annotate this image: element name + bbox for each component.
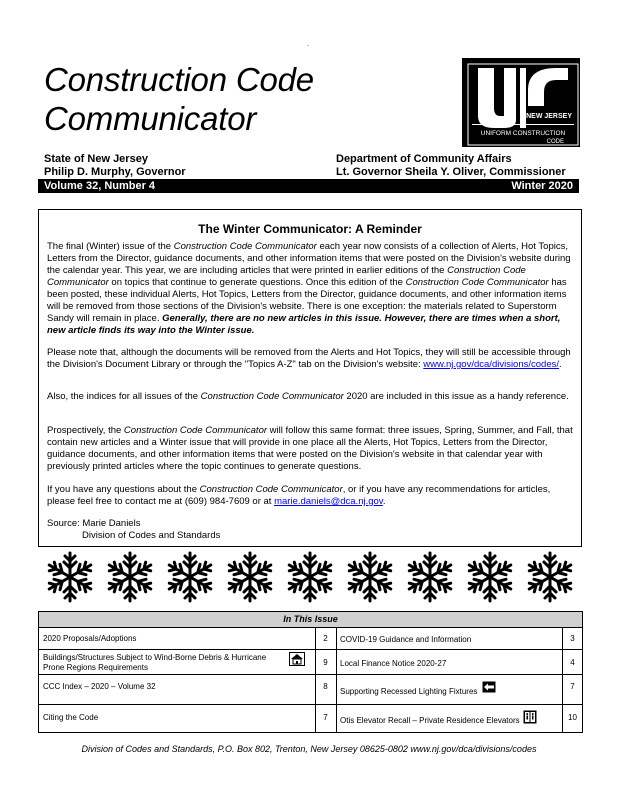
state-name: State of New Jersey — [44, 153, 148, 165]
snowflake-icon — [226, 553, 274, 601]
state-info — [44, 153, 186, 179]
arrow-left-icon — [482, 681, 496, 693]
toc-item[interactable]: COVID-19 Guidance and Information — [340, 635, 472, 644]
article-paragraph-1: The final (Winter) issue of the Construction Code Communicator each year now consists of a collection of Alerts, Hot Topics, Letters from the Director, guidance documents, and other information items that were posted on the Division's website during the calendar year. This year, we are including articles that were printed in earlier editions of the Construction Code Communicator on topics that continue to generate questions. Once this edition of the Construction Code Communicator has been posted, these individual Alerts, Hot Topics, Letters from the Director, guidance documents, and other information items will be removed from those sections of the Division's website. There is one exception: the materials related to Superstorm Sandy will remain in place. Generally, there are no new articles in this issue. However, there are times when a short, new article finds its way into the Winter issue. — [47, 241, 571, 336]
volume-number: Volume 32, Number 4 — [44, 180, 156, 192]
codes-website-link[interactable]: www.nj.gov/dca/divisions/codes/ — [423, 359, 560, 370]
logo-text-1: NEW JERSEY — [526, 113, 572, 120]
table-row — [39, 704, 582, 734]
toc-item[interactable]: 2020 Proposals/Adoptions — [43, 634, 137, 643]
ucc-logo-graphic — [464, 60, 582, 149]
issue-season: Winter 2020 — [511, 180, 573, 192]
page-mark: . — [307, 41, 309, 48]
table-row — [39, 674, 582, 705]
snowflake-icon — [466, 553, 514, 601]
table-heading: In This Issue — [39, 612, 582, 627]
toc-item[interactable]: Supporting Recessed Lighting Fixtures — [336, 675, 562, 705]
toc-page: 10 — [568, 713, 577, 722]
in-this-issue-table — [38, 611, 583, 733]
toc-page: 7 — [323, 713, 328, 722]
logo-text-3: CODE — [546, 139, 564, 145]
article-box — [38, 209, 582, 547]
toc-item[interactable]: Buildings/Structures Subject to Wind-Borne Debris & Hurricane Prone Regions Requirements — [39, 650, 315, 675]
source-author: Source: Marie Daniels — [47, 518, 141, 529]
governor-name: Philip D. Murphy, Governor — [44, 166, 186, 178]
article-title: The Winter Communicator: A Reminder — [198, 222, 422, 236]
snowflake-icon — [286, 553, 334, 601]
toc-item[interactable]: Otis Elevator Recall – Private Residence Elevators — [336, 705, 562, 734]
email-link[interactable]: marie.daniels@dca.nj.gov — [274, 496, 383, 507]
newsletter-title: Construction Code Communicator — [44, 61, 314, 137]
department-name: Department of Community Affairs — [336, 153, 512, 165]
source-division: Division of Codes and Standards — [82, 530, 221, 541]
snowflake-border — [42, 549, 578, 605]
toc-page: 2 — [323, 634, 328, 643]
table-row — [39, 627, 582, 650]
commissioner-name: Lt. Governor Sheila Y. Oliver, Commissioner — [336, 166, 566, 178]
table-row — [39, 649, 582, 675]
toc-page: 3 — [570, 634, 575, 643]
snowflake-icon — [406, 553, 454, 601]
snowflake-icon — [526, 553, 574, 601]
snowflake-icon — [166, 553, 214, 601]
article-paragraph-2: Please note that, although the documents will be removed from the Alerts and Hot Topics, they will still be accessible through the Division's Document Library or through the "Topics A-Z" tab on the Division's website: www.nj.gov/dca/divisions/codes/. — [47, 347, 571, 370]
volume-bar — [38, 179, 579, 193]
footer-address: Division of Codes and Standards, P.O. Box 802, Trenton, New Jersey 08625-0802 www.nj.gov/dca/divisions/codes — [81, 744, 537, 754]
article-paragraph-3: Also, the indices for all issues of the Construction Code Communicator 2020 are included in this issue as a handy reference. — [47, 391, 569, 402]
ucc-logo — [462, 58, 580, 147]
toc-page: 7 — [570, 682, 575, 691]
toc-page: 4 — [570, 658, 575, 667]
article-paragraph-5: If you have any questions about the Construction Code Communicator, or if you have any recommendations for articles, please feel free to contact me at (609) 984-7609 or at marie.daniels@dca.nj.gov. — [47, 484, 551, 507]
snowflake-icon — [346, 553, 394, 601]
article-source — [47, 518, 575, 542]
snowflake-icon — [46, 553, 94, 601]
department-info — [336, 153, 566, 179]
elevator-icon — [523, 710, 537, 724]
house-icon — [289, 652, 305, 666]
toc-page: 9 — [323, 658, 328, 667]
toc-item[interactable]: CCC Index – 2020 – Volume 32 — [43, 682, 156, 691]
toc-item[interactable]: Citing the Code — [43, 713, 99, 722]
snowflake-icon — [106, 553, 154, 601]
toc-page: 8 — [323, 682, 328, 691]
article-paragraph-4: Prospectively, the Construction Code Communicator will follow this same format: three issues, Spring, Summer, and Fall, that contain new articles and a Winter issue that will provide in one place all the Alerts, Hot Topics, Letters from the Director, guidance documents, and other information items that were posted on the Division's website in that calendar year with previously printed articles where the topic continues to generate questions. — [47, 425, 573, 472]
logo-text-2: UNIFORM CONSTRUCTION — [480, 130, 566, 137]
toc-item[interactable]: Local Finance Notice 2020-27 — [340, 659, 447, 668]
